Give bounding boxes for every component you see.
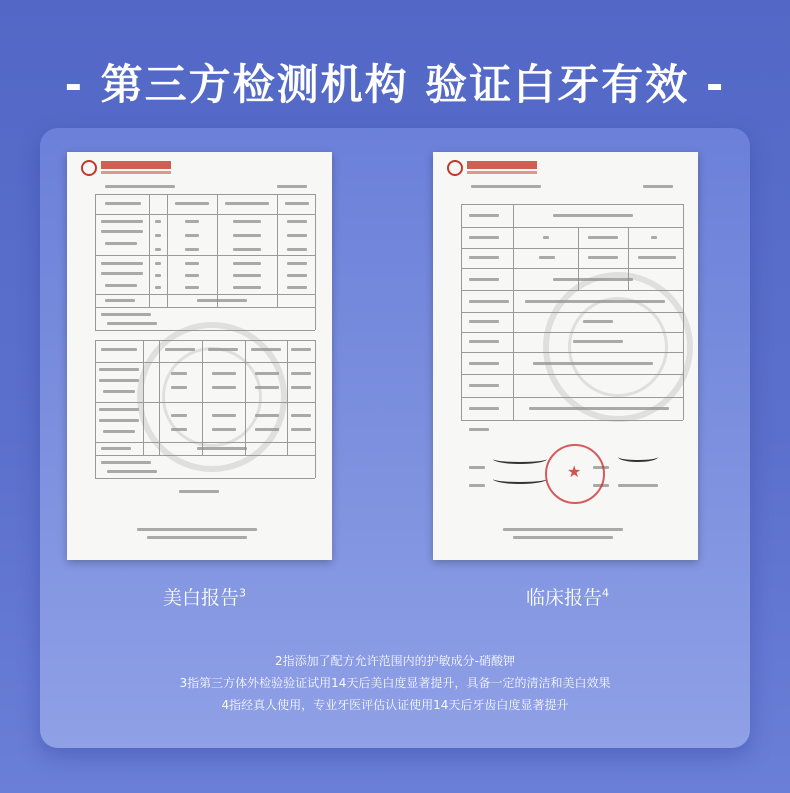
lab-logo <box>447 160 557 178</box>
clinical-report-image: ★ <box>433 152 698 560</box>
page-title: - 第三方检测机构 验证白牙有效 - <box>64 60 726 109</box>
clinical-report-caption: 临床报告$^4$ <box>526 586 610 609</box>
footnote-2: 2指添加了配方允许范围内的护敏成分-硝酸钾 <box>275 654 515 668</box>
lab-logo <box>81 160 191 178</box>
footnote-3: 3指第三方体外检验验证试用14天后美白度显著提升，具备一定的清洁和美白效果 <box>179 676 611 690</box>
whitening-report-caption: 美白报告$^3$ <box>163 586 247 609</box>
whitening-report-image <box>67 152 332 560</box>
footnote-4: 4指经真人使用，专业牙医评估认证使用14天后牙齿白度显著提升 <box>221 698 569 712</box>
footnotes <box>40 650 750 716</box>
